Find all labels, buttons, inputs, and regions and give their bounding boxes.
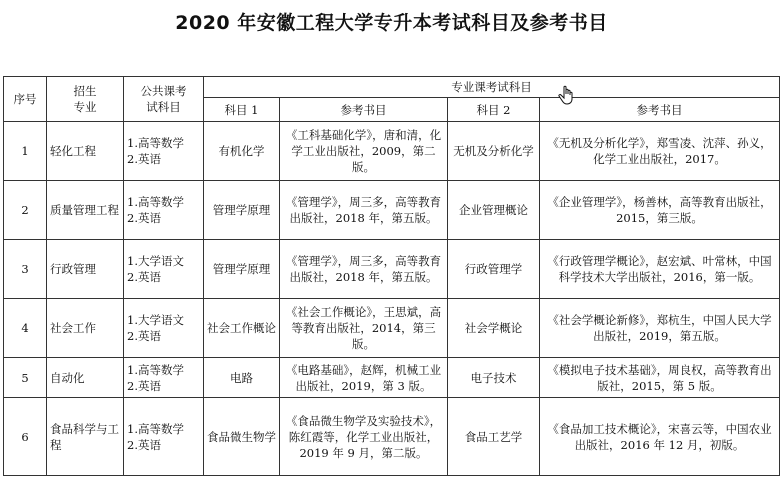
row-major: 轻化工程 (47, 122, 124, 181)
row-seq: 6 (4, 398, 47, 476)
row-seq: 1 (4, 122, 47, 181)
row-reference-1: 《社会工作概论》，王思斌，高等教育出版社，2014，第三版。 (280, 299, 448, 358)
row-reference-2: 《行政管理学概论》，赵宏斌、叶常林，中国科学技术大学出版社，2016，第一版。 (540, 240, 780, 299)
row-seq: 3 (4, 240, 47, 299)
row-major: 质量管理工程 (47, 181, 124, 240)
row-reference-2: 《无机及分析化学》，郑雪凌、沈萍、孙义，化学工业出版社，2017。 (540, 122, 780, 181)
hand-cursor-icon (558, 85, 576, 105)
table-row (4, 240, 780, 299)
row-subject-1: 社会工作概论 (204, 299, 280, 358)
row-public-exam: 1.高等数学 2.英语 (124, 358, 204, 398)
row-subject-1: 管理学原理 (204, 240, 280, 299)
row-seq: 2 (4, 181, 47, 240)
row-reference-1: 《管理学》，周三多，高等教育出版社，2018 年，第五版。 (280, 181, 448, 240)
table-row (4, 122, 780, 181)
table-row (4, 358, 780, 398)
row-reference-2: 《社会学概论新修》，郑杭生，中国人民大学出版社，2019，第五版。 (540, 299, 780, 358)
row-public-exam: 1.高等数学 2.英语 (124, 181, 204, 240)
row-major: 社会工作 (47, 299, 124, 358)
row-major: 行政管理 (47, 240, 124, 299)
row-seq: 4 (4, 299, 47, 358)
row-public-exam: 1.大学语文 2.英语 (124, 299, 204, 358)
table-row (4, 181, 780, 240)
row-subject-2: 电子技术 (448, 358, 540, 398)
row-reference-1: 《工科基础化学》，唐和清，化学工业出版社，2009，第二版。 (280, 122, 448, 181)
header-major-exam-group: 专业课考试科目 (204, 77, 780, 98)
header-seq: 序号 (4, 77, 47, 122)
row-subject-2: 行政管理学 (448, 240, 540, 299)
row-reference-2: 《模拟电子技术基础》，周良权，高等教育出版社，2015，第 5 版。 (540, 358, 780, 398)
row-reference-2: 《食品加工技术概论》，宋喜云等，中国农业出版社，2016 年 12 月，初版。 (540, 398, 780, 476)
row-seq: 5 (4, 358, 47, 398)
row-public-exam: 1.大学语文 2.英语 (124, 240, 204, 299)
row-subject-1: 管理学原理 (204, 181, 280, 240)
row-subject-1: 有机化学 (204, 122, 280, 181)
page-title: 2020 年安徽工程大学专升本考试科目及参考书目 (175, 12, 608, 34)
header-reference-2: 参考书目 (540, 98, 780, 122)
row-subject-2: 企业管理概论 (448, 181, 540, 240)
row-public-exam: 1.高等数学 2.英语 (124, 122, 204, 181)
row-reference-2: 《企业管理学》，杨善林，高等教育出版社，2015，第三版。 (540, 181, 780, 240)
table-row (4, 398, 780, 476)
row-major: 食品科学与工程 (47, 398, 124, 476)
row-subject-2: 社会学概论 (448, 299, 540, 358)
row-subject-1: 电路 (204, 358, 280, 398)
row-reference-1: 《电路基础》，赵辉，机械工业出版社，2019，第 3 版。 (280, 358, 448, 398)
header-subject-1: 科目 1 (204, 98, 280, 122)
exam-subjects-table (3, 76, 780, 476)
header-reference-1: 参考书目 (280, 98, 448, 122)
header-subject-2: 科目 2 (448, 98, 540, 122)
row-subject-1: 食品微生物学 (204, 398, 280, 476)
header-major: 招生 专业 (47, 77, 124, 122)
table-row (4, 299, 780, 358)
header-public-exam: 公共课考 试科目 (124, 77, 204, 122)
row-major: 自动化 (47, 358, 124, 398)
row-reference-1: 《管理学》，周三多，高等教育出版社，2018 年，第五版。 (280, 240, 448, 299)
row-subject-2: 无机及分析化学 (448, 122, 540, 181)
row-subject-2: 食品工艺学 (448, 398, 540, 476)
row-public-exam: 1.高等数学 2.英语 (124, 398, 204, 476)
row-reference-1: 《食品微生物学及实验技术》，陈红霞等，化学工业出版社，2019 年 9 月，第二版。 (280, 398, 448, 476)
